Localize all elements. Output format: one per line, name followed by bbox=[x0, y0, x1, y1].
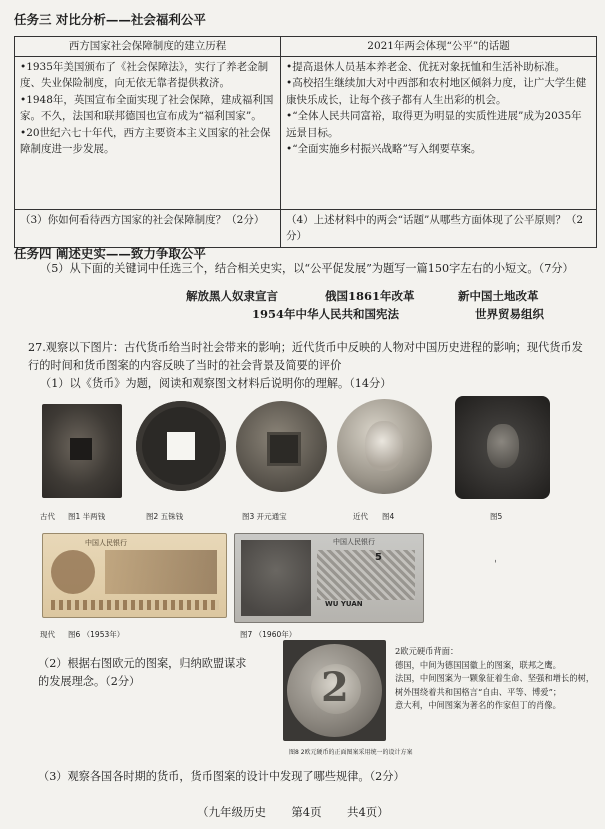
session-item: •“全面实施乡村振兴战略”写入纲要草案。 bbox=[286, 143, 482, 155]
sun-yatsen-dollar-photo bbox=[455, 396, 550, 499]
task3-title: 任务三 对比分析——社会福利公平 bbox=[14, 12, 206, 27]
wuzhu-coin-photo bbox=[136, 401, 226, 491]
stray-mark: ˌ bbox=[494, 553, 497, 564]
caption-fig6: 图6 （1953年） bbox=[68, 630, 125, 639]
question-5: （5）从下面的关键词中任选三个，结合相关史实，以“公平促发展”为题写一篇150字左右的小短文。（7分） bbox=[40, 262, 574, 275]
footer bbox=[197, 804, 389, 820]
euro-text-line: 意大利，中间图案为著名的作家但丁的肖像。 bbox=[395, 700, 561, 710]
right-column-header: 2021年两会体现“公平”的话题 bbox=[281, 37, 597, 57]
caption-modern: 现代 bbox=[40, 630, 55, 639]
caption-modern-early: 近代 bbox=[353, 512, 368, 521]
keyword: 解放黑人奴隶宣言 bbox=[186, 289, 278, 303]
west-item: •20世纪六七十年代，西方主要资本主义国家的社会保障制度进一步发展。 bbox=[20, 126, 271, 155]
caption-fig5: 图5 bbox=[490, 512, 503, 521]
caption-fig7: 图7 （1960年） bbox=[240, 630, 297, 639]
keyword: 世界贸易组织 bbox=[475, 307, 544, 321]
kaiyuan-coin-photo bbox=[236, 401, 327, 492]
wu-yuan-text: WU YUAN bbox=[325, 600, 363, 608]
banliang-coin-photo bbox=[42, 404, 122, 498]
session-item: •高校招生继续加大对中西部和农村地区倾斜力度，让广大学生健康快乐成长，让每个孩子都有人生出彩的机会。 bbox=[286, 77, 587, 106]
session-item: •“全体人民共同富裕，取得更为明显的实质性进展”成为2035年远景目标。 bbox=[286, 110, 582, 139]
question-27-1: （1）以《货币》为题，阅读和观察图文材料后说明你的理解。（14分） bbox=[40, 377, 392, 390]
question-3: （3）你如何看待西方国家的社会保障制度？（2分） bbox=[15, 209, 281, 247]
question-27-stem: 27.观察以下图片：古代货币给当时社会带来的影响；近代货币中反映的人物对中国历史进程的影响；现代货币发行的时间和货币图案的内容反映了当时的社会背景及简要的评价 bbox=[28, 341, 583, 372]
bank-name-text: 中国人民银行 bbox=[85, 539, 127, 547]
caption-ancient: 古代 bbox=[40, 512, 55, 521]
yuan-shikai-dollar-photo bbox=[337, 399, 432, 494]
banknote-1960-photo bbox=[234, 533, 424, 623]
question-4: （4）上述材料中的两会“话题”从哪些方面体现了公平原则？（2分） bbox=[281, 209, 597, 247]
keyword: 1954年中华人民共和国宪法 bbox=[252, 307, 400, 321]
euro-text-line: 德国，中间为德国国徽上的图案，联邦之鹰。 bbox=[395, 659, 561, 670]
caption-fig3: 图3 开元通宝 bbox=[242, 512, 287, 521]
task4-title: 任务四 阐述史实——致力争取公平 bbox=[14, 246, 206, 261]
euro-description bbox=[395, 645, 595, 713]
bank-name-text: 中国人民银行 bbox=[333, 538, 375, 546]
two-sessions-cell bbox=[281, 56, 597, 209]
banknote-1953-photo bbox=[42, 533, 227, 618]
caption-fig2: 图2 五铢钱 bbox=[146, 512, 184, 521]
euro-text-line: 法国，中间图案为一颗象征着生命、坚强和增长的树，树外围绕着共和国格言“自由、平等、博爱”； bbox=[395, 673, 595, 697]
keyword: 新中国土地改革 bbox=[458, 289, 539, 303]
question-27-2: （2）根据右图欧元的图案，归纳欧盟谋求的发展理念。（2分） bbox=[38, 657, 247, 688]
west-item: •1948年，英国宣布全面实现了社会保障，建成福利国家。不久，法国和联邦德国也宣布成为“福利国家”。 bbox=[20, 93, 274, 122]
caption-fig8: 图8 2欧元硬币的正面图案采用统一的设计方案 bbox=[289, 749, 413, 756]
keyword: 俄国1861年改革 bbox=[325, 289, 415, 303]
west-item: •1935年美国颁布了《社会保障法》，实行了养老金制度、失业保险制度，向无依无靠者提供救济。 bbox=[20, 60, 269, 89]
euro-coin-photo bbox=[283, 640, 386, 741]
footer-page: 第4页 bbox=[291, 805, 322, 819]
footer-subject: （九年级历史 bbox=[197, 805, 266, 819]
comparison-table bbox=[14, 36, 597, 248]
left-column-header: 西方国家社会保障制度的建立历程 bbox=[15, 37, 281, 57]
footer-total: 共4页） bbox=[346, 805, 389, 819]
question-27-3: （3）观察各国各时期的货币，货币图案的设计中发现了哪些规律。（2分） bbox=[38, 770, 405, 783]
caption-fig4: 图4 bbox=[382, 512, 395, 521]
fig7-numeral: 5 bbox=[375, 552, 382, 563]
caption-fig1: 图1 半两钱 bbox=[68, 512, 106, 521]
euro-digit: 2 bbox=[321, 664, 349, 711]
session-item: •提高退休人员基本养老金、优抚对象抚恤和生活补助标准。 bbox=[286, 60, 566, 73]
west-history-cell bbox=[15, 56, 281, 209]
euro-text-line: 2欧元硬币背面： bbox=[395, 646, 459, 656]
